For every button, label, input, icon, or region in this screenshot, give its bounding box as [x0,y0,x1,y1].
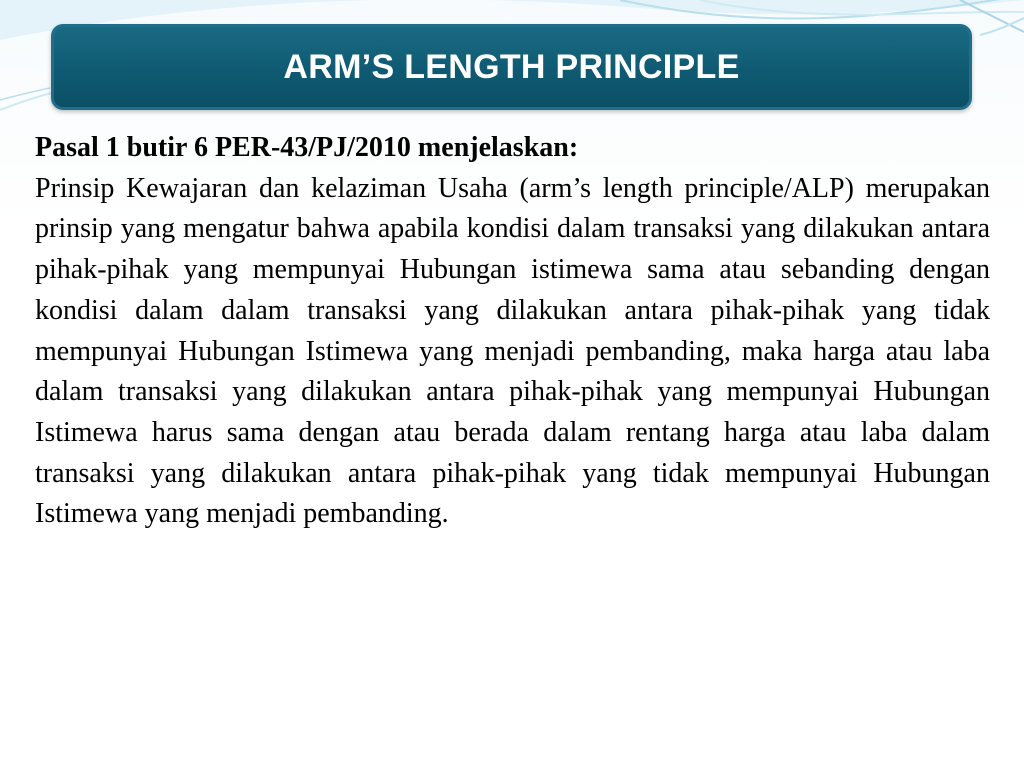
content-paragraph: Prinsip Kewajaran dan kelaziman Usaha (arm’s length principle/ALP) merupakan prinsip yang mengatur bahwa apabila kondisi dalam transaksi yang dilakukan antara pihak-pihak yang mempunyai Hubungan istimewa sama atau sebanding dengan kondisi dalam dalam transaksi yang dilakukan antara pihak-pihak yang tidak mempunyai Hubungan Istimewa yang menjadi pembanding, maka harga atau laba dalam transaksi yang dilakukan antara pihak-pihak yang mempunyai Hubungan Istimewa harus sama dengan atau berada dalam rentang harga atau laba dalam transaksi yang dilakukan antara pihak-pihak yang tidak mempunyai Hubungan Istimewa yang menjadi pembanding. [35,172,990,530]
content-heading: Pasal 1 butir 6 PER-43/PJ/2010 menjelaskan: [35,132,579,163]
slide-title: ARM’S LENGTH PRINCIPLE [283,47,740,86]
content-area [35,128,990,535]
title-bar [51,24,972,110]
